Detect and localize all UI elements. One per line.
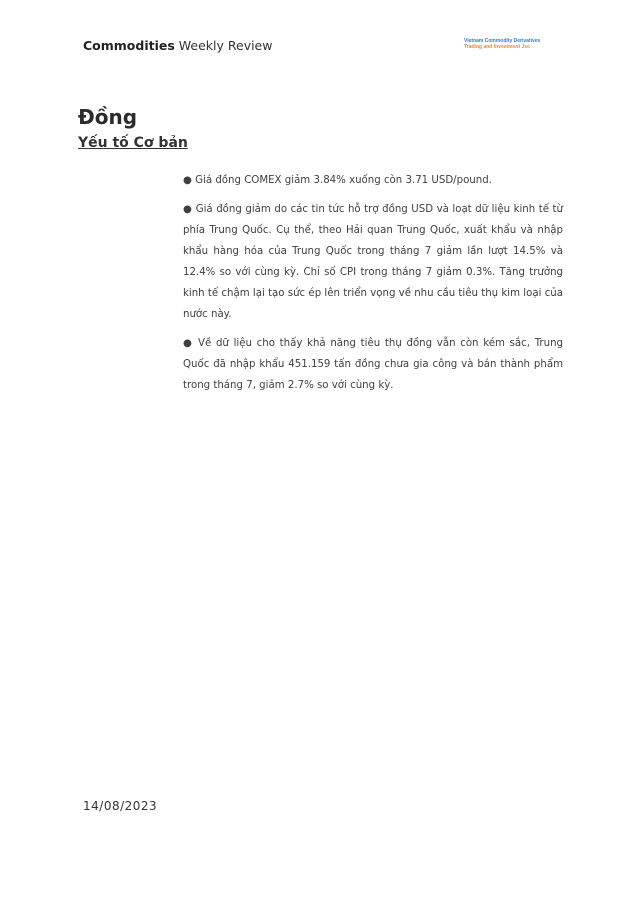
- logo-line-1: Vietnam Commodity Derivatives: [464, 38, 541, 44]
- bullet-item: ● Về dữ liệu cho thấy khả năng tiêu thụ đồng vẫn còn kém sắc, Trung Quốc đã nhập khẩu 451.159 tấn đồng chưa gia công và bán thành phẩm trong tháng 7, giảm 2.7% so với cùng kỳ.: [183, 338, 563, 391]
- subsection-title: Yếu tố Cơ bản: [78, 135, 188, 151]
- bullet-item: ● Giá đồng giảm do các tin tức hỗ trợ đồng USD và loạt dữ liệu kinh tế từ phía Trung Quốc. Cụ thể, theo Hải quan Trung Quốc, xuất khẩu và nhập khẩu hàng hóa của Trung Quốc trong tháng 7 giảm lần lượt 14.5% và 12.4% so với cùng kỳ. Chỉ số CPI trong tháng 7 giảm 0.3%. Tăng trưởng kinh tế chậm lại tạo sức ép lên triển vọng về nhu cầu tiêu thụ kim loại của nước này.: [183, 204, 563, 320]
- bullet-item: ● Giá đồng COMEX giảm 3.84% xuống còn 3.71 USD/pound.: [183, 175, 492, 186]
- footer-date: 14/08/2023: [83, 799, 158, 813]
- logo-line-2: Trading and Investment Jsc: [464, 44, 530, 50]
- company-logo: [464, 38, 564, 50]
- section-title: Đồng: [78, 105, 138, 129]
- bullet-list: [183, 170, 563, 404]
- report-title: [83, 38, 272, 53]
- report-title-bold: Commodities: [83, 38, 175, 53]
- report-title-rest: Weekly Review: [174, 38, 273, 53]
- page-header: [83, 36, 563, 60]
